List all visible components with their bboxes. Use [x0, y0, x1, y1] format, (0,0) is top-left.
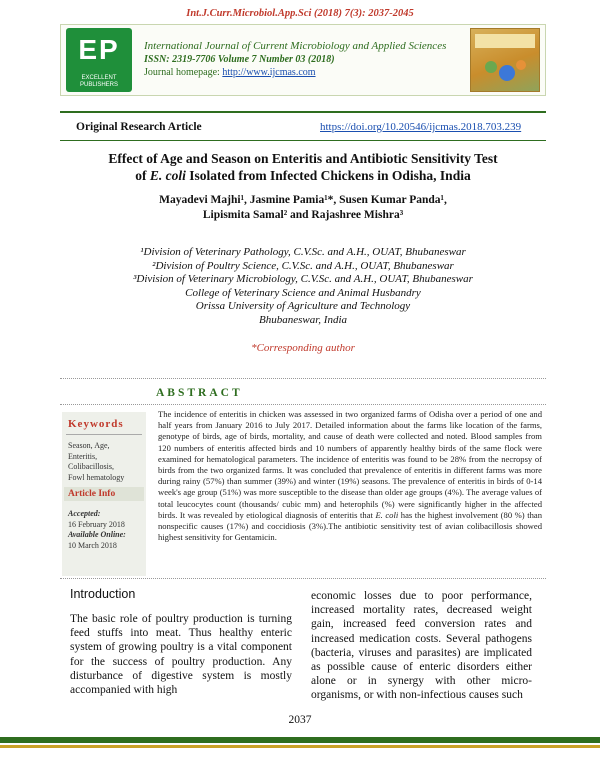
affiliation-2: ²Division of Poultry Science, C.V.Sc. and A.H., OUAT, Bhubaneswar: [152, 259, 454, 272]
page-number: 2037: [288, 714, 312, 726]
logo-letters: EP: [78, 34, 120, 65]
article-type: Original Research Article: [76, 121, 202, 133]
keywords-divider: [66, 434, 142, 435]
introduction-right-column: economic losses due to poor performance, increased mortality rates, decreased weight gain, increased feed conversion rates and increased medication costs. Several pathogens (bacteria, viruses and parasites) are implicated as possible cause of enteric disorders either alone or in synergy with other micro-organisms, or with non-infectious causes such: [311, 590, 532, 702]
article-dates: [68, 509, 126, 551]
footer-band: [0, 737, 600, 743]
keyword-item: Enteritis,: [68, 451, 98, 461]
journal-issn: ISSN: 2319-7706 Volume 7 Number 03 (2018): [144, 54, 335, 65]
keyword-item: Season, Age,: [68, 441, 110, 450]
online-date: 10 March 2018: [68, 540, 117, 550]
authors-line-2: Lipismita Samal² and Rajashree Mishra³: [202, 209, 404, 221]
affiliation-city: Bhubaneswar, India: [259, 313, 347, 326]
keywords-title: Keywords: [68, 418, 124, 430]
journal-homepage: [144, 67, 316, 78]
keywords-list: [68, 441, 124, 483]
header-divider: [60, 111, 546, 113]
keyword-item: Fowl hematology: [68, 472, 125, 482]
homepage-label: Journal homepage:: [144, 67, 223, 78]
abstract-heading-divider: [60, 404, 546, 405]
title-divider: [60, 140, 546, 141]
abstract-top-divider: [60, 378, 546, 379]
title-line-2: of E. coli Isolated from Infected Chickens in Odisha, India: [135, 168, 471, 183]
online-label: Available Online:: [68, 530, 126, 539]
affiliation-3: ³Division of Veterinary Microbiology, C.V.Sc. and A.H., OUAT, Bhubaneswar: [133, 273, 473, 285]
article-info-title: Article Info: [68, 489, 116, 499]
homepage-link[interactable]: http://www.ijcmas.com: [222, 67, 316, 78]
journal-name: International Journal of Current Microbiology and Applied Sciences: [144, 40, 447, 52]
accepted-date: 16 February 2018: [68, 519, 125, 529]
article-title: [60, 150, 546, 184]
affiliation-university: Orissa University of Agriculture and Technology: [195, 300, 411, 312]
abstract-heading: ABSTRACT: [156, 387, 243, 399]
journal-cover-thumbnail: [470, 28, 540, 92]
corresponding-author-note: *Corresponding author: [251, 342, 355, 354]
footer-accent-band: [0, 745, 600, 748]
cover-title-band: [475, 34, 535, 48]
accepted-label: Accepted:: [68, 509, 101, 518]
logo-subtitle: EXCELLENT PUBLISHERS: [79, 75, 118, 88]
title-line-1: Effect of Age and Season on Enteritis and Antibiotic Sensitivity Test: [108, 151, 498, 166]
doi-link[interactable]: https://doi.org/10.20546/ijcmas.2018.703.239: [320, 121, 522, 133]
introduction-heading: Introduction: [70, 587, 136, 601]
introduction-left-column: The basic role of poultry production is turning feed stuffs into meat. Thus healthy enteric system of growing poultry is a vital component for the success of poultry production. Any disturbance of digestive system is mostly accompanied with high: [70, 613, 292, 697]
affiliation-1: ¹Division of Veterinary Pathology, C.V.Sc. and A.H., OUAT, Bhubaneswar: [140, 246, 466, 258]
affiliations: [60, 246, 546, 327]
affiliation-college: College of Veterinary Science and Animal Husbandry: [185, 286, 421, 299]
journal-citation: Int.J.Curr.Microbiol.App.Sci (2018) 7(3): 2037-2045: [186, 8, 414, 19]
publisher-logo: [66, 28, 132, 92]
abstract-bottom-divider: [60, 578, 546, 579]
keyword-item: Colibacillosis,: [68, 462, 114, 471]
author-list: [60, 193, 546, 223]
authors-line-1: Mayadevi Majhi¹, Jasmine Pamia¹*, Susen Kumar Panda¹,: [159, 194, 447, 206]
abstract-text: The incidence of enteritis in chicken was assessed in two organized farms of Odisha over a period of one and half years from January 2016 to July 2017. Detailed information about the farms like location of the farms, genotype of birds, age of birds, mortality, and cause of death were collected and noted. Blood samples from 120 numbers of enteritis affected birds and 10 numbers of apparently healthy birds of the same flock were examined for hematological parameters. The incidence of enteritis was found to be 28% from the necropsy of birds from the two organized farms. It was concluded that prevalence of enteritis in different farms was more during rainy (57%) than summer (39%) and winter (19%) seasons. The prevalence of enteritis in birds of 0-14 week's age group (51%) was more susceptible to the disease than older age groups (4%). The average values of total leucocytes count (thousands/ cubic mm) and heterophils (%) were significantly higher in the affected birds. It was revealed by etiological diagnosis of enteritis that E. coli has the highest involvement (80 %) than nonspecific causes (17%) and coccidiosis (3%).The antibiotic sensitivity test of avian colibacillosis showed highest sensitivity for Gentamicin.: [158, 409, 543, 543]
cover-illustration: [481, 55, 529, 85]
